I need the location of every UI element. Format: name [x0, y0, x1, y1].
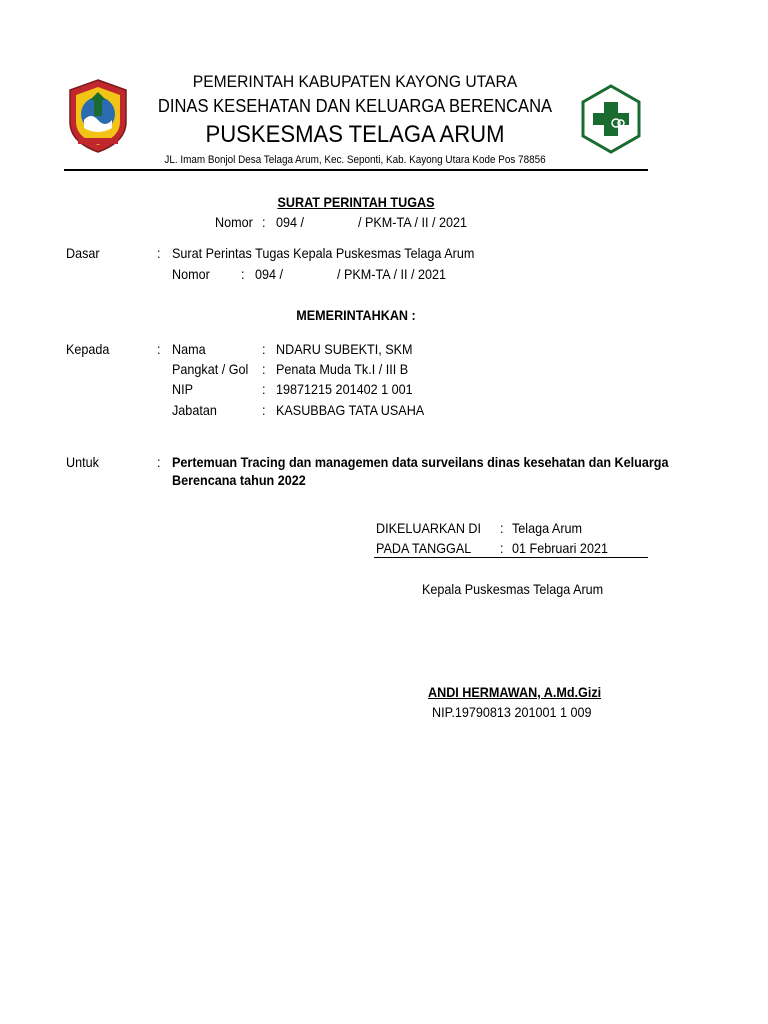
- header-department: DINAS KESEHATAN DAN KELUARGA BERENCANA: [157, 96, 553, 116]
- field-colon-nip: :: [262, 381, 266, 397]
- issued-place-colon: :: [500, 520, 504, 536]
- field-value-pangkat: Penata Muda Tk.I / III B: [276, 361, 409, 377]
- field-colon-nama: :: [262, 341, 266, 357]
- dasar-label: Dasar: [66, 245, 100, 261]
- puskesmas-logo: [580, 84, 642, 154]
- untuk-colon: :: [157, 454, 161, 470]
- dasar-colon: :: [157, 245, 161, 261]
- signatory-position: Kepala Puskesmas Telaga Arum: [422, 581, 604, 597]
- kepada-colon: :: [157, 341, 161, 357]
- title-nomor-part2: / PKM-TA / II / 2021: [358, 214, 468, 230]
- field-value-nip: 19871215 201402 1 001: [276, 381, 413, 397]
- field-colon-jabatan: :: [262, 402, 266, 418]
- kepada-label: Kepada: [66, 341, 110, 357]
- issued-date-label: PADA TANGGAL: [376, 540, 472, 556]
- field-label-pangkat: Pangkat / Gol: [172, 361, 249, 377]
- dasar-nomor-part1: 094 /: [255, 266, 284, 282]
- issued-place-value: Telaga Arum: [512, 520, 583, 536]
- title-nomor-colon: :: [262, 214, 266, 230]
- issued-date-value: 01 Februari 2021: [512, 540, 608, 556]
- signatory-nip: NIP.19790813 201001 1 009: [432, 704, 592, 720]
- issued-date-colon: :: [500, 540, 504, 556]
- header-puskesmas: PUSKESMAS TELAGA ARUM: [205, 121, 505, 148]
- header-divider: [64, 169, 648, 171]
- dasar-text: Surat Perintas Tugas Kepala Puskesmas Telaga Arum: [172, 245, 475, 261]
- issued-divider: [374, 557, 648, 558]
- field-label-nip: NIP: [172, 381, 194, 397]
- title-nomor-label: Nomor: [215, 214, 253, 230]
- header-government: PEMERINTAH KABUPATEN KAYONG UTARA: [192, 72, 518, 91]
- issued-place-label: DIKELUARKAN DI: [376, 520, 482, 536]
- field-label-jabatan: Jabatan: [172, 402, 217, 418]
- dasar-nomor-part2: / PKM-TA / II / 2021: [337, 266, 447, 282]
- header-address: JL. Imam Bonjol Desa Telaga Arum, Kec. Seponti, Kab. Kayong Utara Kode Pos 78856: [164, 154, 546, 166]
- untuk-text-line2: Berencana tahun 2022: [172, 472, 306, 488]
- untuk-label: Untuk: [66, 454, 99, 470]
- field-label-nama: Nama: [172, 341, 206, 357]
- title-nomor-part1: 094 /: [276, 214, 305, 230]
- dasar-nomor-colon: :: [241, 266, 245, 282]
- untuk-text-line1: Pertemuan Tracing dan managemen data surveilans dinas kesehatan dan Keluarga: [172, 454, 669, 470]
- dasar-nomor-label: Nomor: [172, 266, 210, 282]
- field-value-nama: NDARU SUBEKTI, SKM: [276, 341, 413, 357]
- field-colon-pangkat: :: [262, 361, 266, 377]
- field-value-jabatan: KASUBBAG TATA USAHA: [276, 402, 425, 418]
- document-title: SURAT PERINTAH TUGAS: [277, 194, 435, 210]
- signatory-name: ANDI HERMAWAN, A.Md.Gizi: [428, 684, 602, 700]
- kabupaten-seal-logo: [64, 78, 132, 154]
- memerintahkan-heading: MEMERINTAHKAN :: [296, 307, 416, 323]
